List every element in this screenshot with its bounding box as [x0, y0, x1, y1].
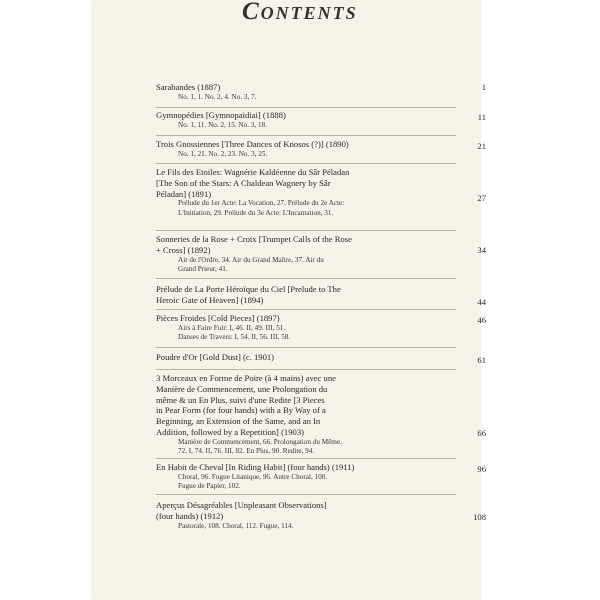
page-number: 61 — [477, 355, 486, 365]
divider — [156, 369, 456, 370]
contents-entry — [156, 82, 486, 102]
contents-entry — [156, 234, 486, 274]
entry-title: Pièces Froides [Cold Pieces] (1897) — [156, 313, 280, 323]
contents-entry — [156, 500, 486, 531]
contents-entry — [156, 167, 486, 218]
entry-title: Le Fils des Etoiles: Wagnérie Kaldéenne du Sâr Péladan [The Son of the Stars: A Chaldean Wagnery by Sâr Péladan] (1891) — [156, 167, 350, 199]
divider — [156, 494, 456, 495]
contents-entry — [156, 313, 486, 342]
entry-title: Sarabandes (1887) — [156, 82, 221, 92]
page-number: 66 — [477, 428, 486, 438]
divider — [156, 347, 456, 348]
contents-entry — [156, 462, 486, 491]
page-number: 27 — [477, 193, 486, 203]
divider — [156, 230, 456, 231]
entry-title: Prélude de La Porte Héroïque du Ciel [Prelude to The Heroic Gate of Heaven] (1894) — [156, 284, 341, 305]
entry-details: Prélude du 1er Acte: La Vocation, 27. Prélude du 2e Acte: L'Initiation, 29. Prélude du 3e Acte: L'Incantation, 31. — [178, 199, 345, 217]
divider — [156, 163, 456, 164]
entry-title: Trois Gnossiennes [Three Dances of Knosos (?)] (1890) — [156, 139, 349, 149]
page-heading: Contents — [242, 0, 358, 25]
entry-details: No. 1, 11. No. 2, 15. No. 3, 18. — [178, 120, 267, 129]
entry-details: Manière de Commencement, 66. Prolongation du Même, 72. I, 74. II, 76. III, 82. En Plus, 90. Redite, 94. — [178, 437, 342, 455]
entry-details: Choral, 96. Fugue Litanique, 96. Autre Choral, 100. Fugue de Papier, 102. — [178, 472, 328, 490]
divider — [156, 107, 456, 108]
contents-entry — [156, 352, 486, 365]
contents-entry — [156, 110, 486, 130]
divider — [156, 278, 456, 279]
page-number: 108 — [473, 512, 486, 522]
contents-entry — [156, 284, 486, 307]
entry-details: No. 1, 1. No. 2, 4. No. 3, 7. — [178, 92, 257, 101]
page-number: 11 — [477, 112, 486, 122]
entry-title: Sonneries de la Rose + Croix [Trumpet Calls of the Rose + Cross] (1892) — [156, 234, 352, 255]
page-number: 1 — [481, 82, 486, 92]
page-number: 46 — [477, 315, 486, 325]
book-page — [92, 0, 486, 600]
entry-title: 3 Morceaux en Forme de Poire (à 4 mains) avec une Manière de Commencement, une Prolongation du même & un En Plus, suivi d'une Redite [3 Pieces in Pear Form (for four hands) with a By Way of a Beginning, an Extension of the Same, and an In Addition, followed by a Repetition] (1903) — [156, 373, 336, 437]
entry-title: Gymnopédies [Gymnopaidiai] (1888) — [156, 110, 286, 120]
entry-title: En Habit de Cheval [In Riding Habit] (four hands) (1911) — [156, 462, 355, 472]
divider — [156, 458, 456, 459]
entry-details: No. 1, 21. No. 2, 23. No. 3, 25. — [178, 149, 268, 158]
entry-title: Poudre d'Or [Gold Dust] (c. 1901) — [156, 352, 275, 362]
entry-details: Air de l'Ordre, 34. Air du Grand Maître, 37. Air du Grand Prieur, 41. — [178, 255, 324, 273]
contents-entry — [156, 139, 486, 159]
page-number: 21 — [477, 141, 486, 151]
contents-entry — [156, 373, 486, 456]
entry-details: Airs à Faire Fuir: I, 46. II, 49. III, 51. Danses de Travers: I, 54. II, 56. III, 58. — [178, 323, 291, 341]
contents-list — [92, 0, 486, 600]
page-number: 34 — [477, 245, 486, 255]
page-number: 44 — [477, 297, 486, 307]
entry-details: Pastorale, 108. Choral, 112. Fugue, 114. — [178, 521, 294, 530]
divider — [156, 135, 456, 136]
divider — [156, 309, 456, 310]
page-number: 96 — [477, 464, 486, 474]
entry-title: Aperçus Désagréables [Unpleasant Observations] (four hands) (1912) — [156, 500, 327, 521]
